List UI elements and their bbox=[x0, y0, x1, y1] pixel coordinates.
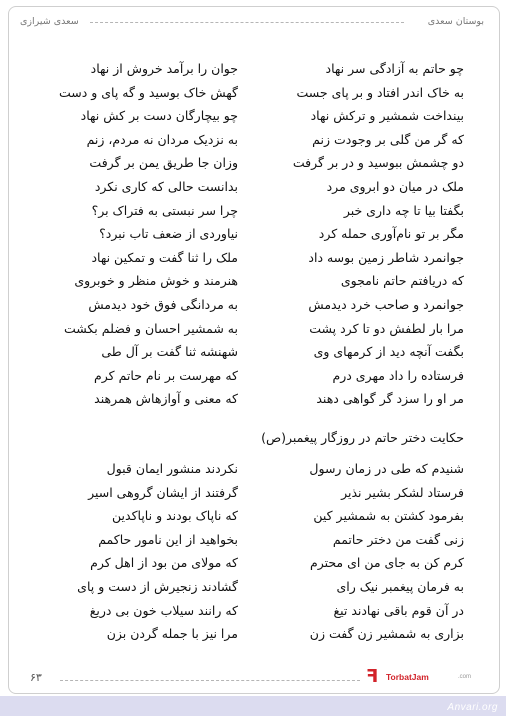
hemistich-first: فرستاده را داد مهری درم bbox=[332, 367, 464, 383]
hemistich-second: مرا نیز با جمله گردن بزن bbox=[106, 626, 238, 642]
running-header bbox=[20, 16, 484, 30]
couplet bbox=[0, 484, 506, 508]
poem-section-2 bbox=[0, 460, 506, 649]
hemistich-second: که ناپاک بودند و ناپاکدین bbox=[112, 508, 238, 524]
couplet bbox=[0, 320, 506, 344]
hemistich-first: فرستاد لشکر بشیر نذیر bbox=[341, 484, 464, 500]
couplet bbox=[0, 390, 506, 414]
torbatjam-logo bbox=[366, 666, 486, 686]
hemistich-second: نیاوردی از ضعف تاب نبرد؟ bbox=[99, 226, 238, 242]
hemistich-second: چرا سر نبستی به فتراک بر؟ bbox=[91, 202, 238, 218]
couplet bbox=[0, 249, 506, 273]
story-title: حکایت دختر حاتم در روزگار پیغمبر(ص) bbox=[261, 430, 464, 445]
bottom-strip bbox=[0, 696, 506, 716]
hemistich-first: به فرمان پیغمبر نیک رای bbox=[336, 578, 464, 594]
couplet bbox=[0, 296, 506, 320]
couplet bbox=[0, 531, 506, 555]
couplet bbox=[0, 131, 506, 155]
hemistich-first: بزاری به شمشیر زن گفت زن bbox=[309, 626, 464, 642]
hemistich-second: به شمشیر احسان و فضلم بکشت bbox=[63, 320, 238, 336]
hemistich-first: بینداخت شمشیر و ترکش نهاد bbox=[310, 108, 464, 124]
page-number: ۶۳ bbox=[30, 671, 42, 684]
hemistich-second: ملک را ثنا گفت و تمکین نهاد bbox=[91, 249, 238, 265]
hemistich-first: بگفت آنچه دید از کرمهای وی bbox=[313, 344, 464, 360]
couplet bbox=[0, 107, 506, 131]
hemistich-second: به نزدیک مردان نه مردم، زنم bbox=[86, 131, 238, 147]
hemistich-second: بدانست حالی که کاری نکرد bbox=[94, 178, 238, 194]
hemistich-second: هنرمند و خوش منظر و خوبروی bbox=[74, 273, 238, 289]
hemistich-first: زنی گفت من دختر حاتمم bbox=[332, 531, 464, 547]
logo-domain-text: .com bbox=[458, 674, 472, 680]
hemistich-second: شهنشه ثنا گفت بر آل طی bbox=[101, 344, 238, 360]
couplet bbox=[0, 460, 506, 484]
hemistich-first: کرم کن به جای من ای محترم bbox=[309, 555, 464, 571]
hemistich-first: شنیدم که طی در زمان رسول bbox=[309, 461, 464, 476]
couplet bbox=[0, 272, 506, 296]
hemistich-first: چو حاتم به آزادگی سر نهاد bbox=[325, 61, 464, 76]
couplet bbox=[0, 225, 506, 249]
hemistich-first: ملک در میان دو ابروی مرد bbox=[326, 178, 464, 194]
hemistich-first: که دریافتم حاتم نامجوی bbox=[340, 273, 464, 289]
logo-brand-text: TorbatJam bbox=[386, 672, 429, 682]
hemistich-first: در آن قوم باقی نهادند تیغ bbox=[333, 602, 464, 618]
poem-section-1 bbox=[0, 60, 506, 414]
hemistich-second: که معنی و آوازهاش همرهند bbox=[94, 391, 238, 407]
couplet bbox=[0, 602, 506, 626]
couplet bbox=[0, 507, 506, 531]
watermark: Anvari.org bbox=[447, 702, 498, 713]
hemistich-second: که مولای من بود از اهل کرم bbox=[90, 555, 238, 571]
hemistich-second: بخواهید از این نامور حاکمم bbox=[98, 531, 238, 547]
couplet bbox=[0, 202, 506, 226]
hemistich-second: به مردانگی فوق خود دیدمش bbox=[88, 296, 238, 312]
footer-rule bbox=[60, 680, 360, 681]
author-name: سعدی شیرازی bbox=[20, 16, 79, 27]
couplet bbox=[0, 178, 506, 202]
hemistich-second: چو بیچارگان دست بر کش نهاد bbox=[80, 108, 238, 124]
hemistich-first: جوانمرد و صاحب خرد دیدمش bbox=[308, 296, 464, 312]
couplet bbox=[0, 578, 506, 602]
book-title: بوستان سعدی bbox=[427, 16, 484, 27]
hemistich-first: مرا بار لطفش دو تا کرد پشت bbox=[309, 320, 464, 336]
hemistich-second: که مهرست بر نام حاتم کرم bbox=[94, 367, 238, 383]
hemistich-first: مگر بر تو نام‌آوری حمله کرد bbox=[318, 226, 464, 242]
couplet bbox=[0, 367, 506, 391]
hemistich-first: که گر من گلی بر وجودت زنم bbox=[312, 131, 464, 147]
hemistich-second: جوان را برآمد خروش از نهاد bbox=[90, 61, 238, 76]
page-footer bbox=[8, 666, 498, 686]
couplet bbox=[0, 625, 506, 649]
hemistich-first: به خاک اندر افتاد و بر پای جست bbox=[296, 84, 464, 100]
hemistich-second: گهش خاک بوسید و گه پای و دست bbox=[58, 84, 238, 100]
couplet bbox=[0, 154, 506, 178]
logo-mark-icon: ꟻ bbox=[366, 666, 379, 687]
couplet bbox=[0, 554, 506, 578]
hemistich-first: بفرمود کشتن به شمشیر کین bbox=[313, 508, 464, 524]
header-rule bbox=[90, 22, 404, 23]
hemistich-second: گشادند زنجیرش از دست و پای bbox=[77, 578, 238, 594]
hemistich-second: وزان جا طریق یمن بر گرفت bbox=[89, 155, 238, 171]
couplet bbox=[0, 343, 506, 367]
hemistich-second: گرفتند از ایشان گروهی اسیر bbox=[88, 484, 238, 500]
hemistich-first: جوانمرد شاطر زمین بوسه داد bbox=[308, 249, 464, 265]
couplet bbox=[0, 84, 506, 108]
couplet bbox=[0, 60, 506, 84]
hemistich-first: مر او را سزد گر گواهی دهند bbox=[316, 391, 464, 407]
hemistich-first: بگفتا بیا تا چه داری خبر bbox=[343, 202, 464, 218]
hemistich-second: که رانند سیلاب خون بی دریغ bbox=[89, 602, 238, 618]
hemistich-second: نکردند منشور ایمان قبول bbox=[106, 461, 238, 476]
hemistich-first: دو چشمش ببوسید و در بر گرفت bbox=[292, 155, 464, 171]
